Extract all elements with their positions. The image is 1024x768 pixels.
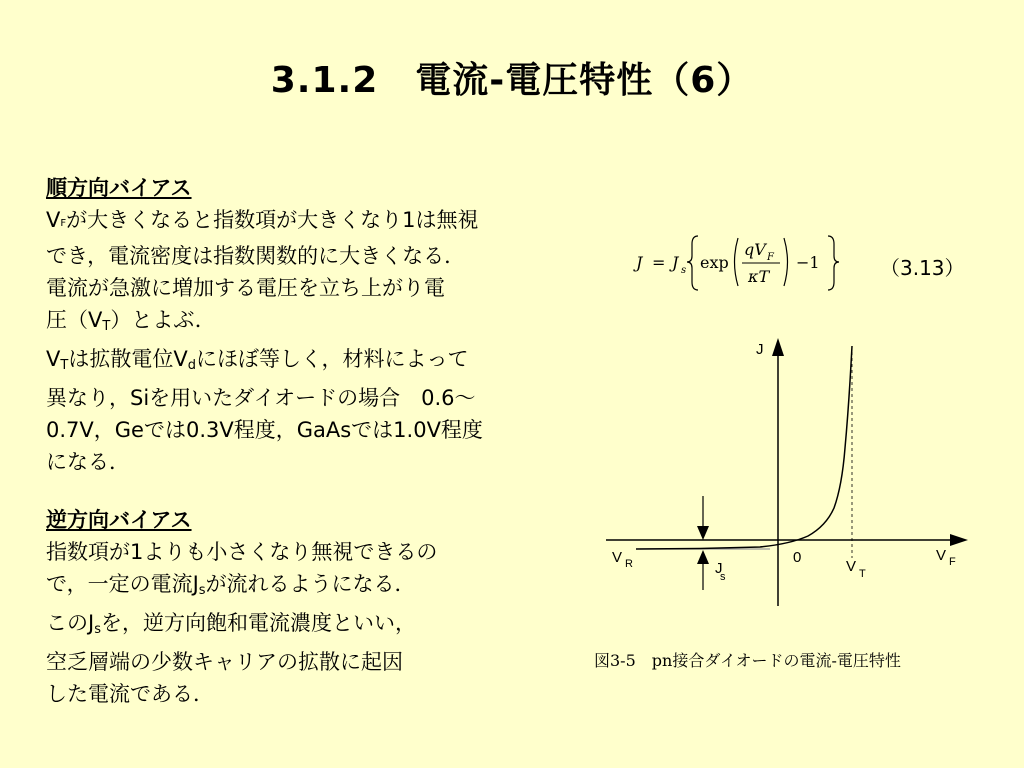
js-label-sub: s [720, 571, 726, 583]
forward-line-4-sub: T [102, 319, 111, 334]
forward-line-1-a: V [46, 208, 61, 232]
v-axis-arrowhead [950, 534, 968, 546]
reverse-line-3-a: このJ [46, 611, 95, 635]
reverse-line-3-b: を，逆方向飽和電流濃度といい， [100, 611, 416, 635]
forward-line-4-b: ）とよぶ． [110, 308, 216, 332]
formula-numerator-sub: F [767, 252, 774, 263]
forward-bias-heading: 順方向バイアス [46, 176, 192, 200]
page-title: 3.1.2 電流-電圧特性（6） [270, 60, 754, 101]
js-arrow-down-head [697, 526, 709, 540]
reverse-line-2-b: が流れるようになる． [205, 572, 416, 596]
figure-caption: 図3-5 pn接合ダイオードの電流-電圧特性 [594, 651, 901, 670]
forward-line-6: 異なり，Siを用いたダイオードの場合 0.6～ [46, 386, 476, 410]
forward-line-1-sub: F [60, 218, 67, 229]
forward-line-1-b: が大きくなると指数項が大きくなり1は無視 [66, 208, 479, 232]
forward-line-5 [46, 343, 586, 382]
forward-line-3: 電流が急激に増加する電圧を立ち上がり電 [46, 276, 445, 300]
formula-right-paren [784, 238, 788, 286]
formula-equals: = [652, 253, 666, 272]
forward-bias-section [46, 172, 586, 478]
formula-exp: exp [700, 253, 729, 272]
formula-denominator: κT [748, 267, 770, 286]
forward-line-4 [46, 304, 586, 343]
formula-right-brace [828, 236, 839, 290]
reverse-line-5: した電流である． [46, 682, 214, 706]
reverse-line-3-sub: s [94, 622, 101, 637]
reverse-line-1: 指数項が1よりも小さくなり無視できるの [46, 540, 438, 564]
forward-line-8: になる． [46, 450, 130, 474]
reverse-line-2 [46, 568, 586, 607]
formula-js-sub: s [681, 265, 687, 276]
vt-label-sub: T [859, 568, 866, 580]
formula-minus-one: −1 [796, 253, 820, 272]
diode-equation [632, 230, 852, 294]
forward-line-5-a: V [46, 347, 61, 371]
formula-left-paren [735, 238, 739, 286]
forward-line-1 [46, 204, 586, 240]
vr-label-sub: R [625, 558, 633, 570]
j-axis-arrowhead [772, 338, 784, 356]
forward-line-4-a: 圧（V [46, 308, 103, 332]
reverse-line-3 [46, 607, 586, 646]
forward-line-7: 0.7V，Geでは0.3V程度，GaAsでは1.0V程度 [46, 418, 483, 442]
reverse-bias-section [46, 504, 586, 710]
js-label: J [715, 560, 723, 577]
js-arrow-up-head [697, 550, 709, 564]
vf-label-sub: F [949, 556, 956, 568]
formula-numerator: qV [744, 240, 766, 259]
origin-label: 0 [793, 549, 802, 566]
forward-line-5-c: にほぼ等しく，材料によって [195, 347, 469, 371]
j-axis-label: J [756, 341, 764, 358]
forward-line-5-sub2: d [187, 358, 196, 373]
forward-line-5-b: は拡散電位V [68, 347, 188, 371]
equation-number: （3.13） [880, 256, 965, 280]
reverse-line-2-sub: s [198, 583, 206, 598]
reverse-line-2-a: で，一定の電流J [46, 572, 199, 596]
reverse-line-4: 空乏層端の少数キャリアの拡散に起因 [46, 650, 403, 674]
forward-line-2: でき，電流密度は指数関数的に大きくなる． [46, 244, 466, 268]
iv-curve [636, 346, 852, 549]
formula-js: J [672, 253, 679, 272]
vr-label: V [612, 549, 623, 566]
formula-j: J [636, 253, 643, 272]
vf-label: V [936, 547, 947, 564]
vt-label: V [846, 558, 857, 575]
reverse-bias-heading: 逆方向バイアス [46, 508, 192, 532]
formula-left-brace [687, 236, 698, 290]
forward-line-5-sub1: T [60, 358, 69, 373]
